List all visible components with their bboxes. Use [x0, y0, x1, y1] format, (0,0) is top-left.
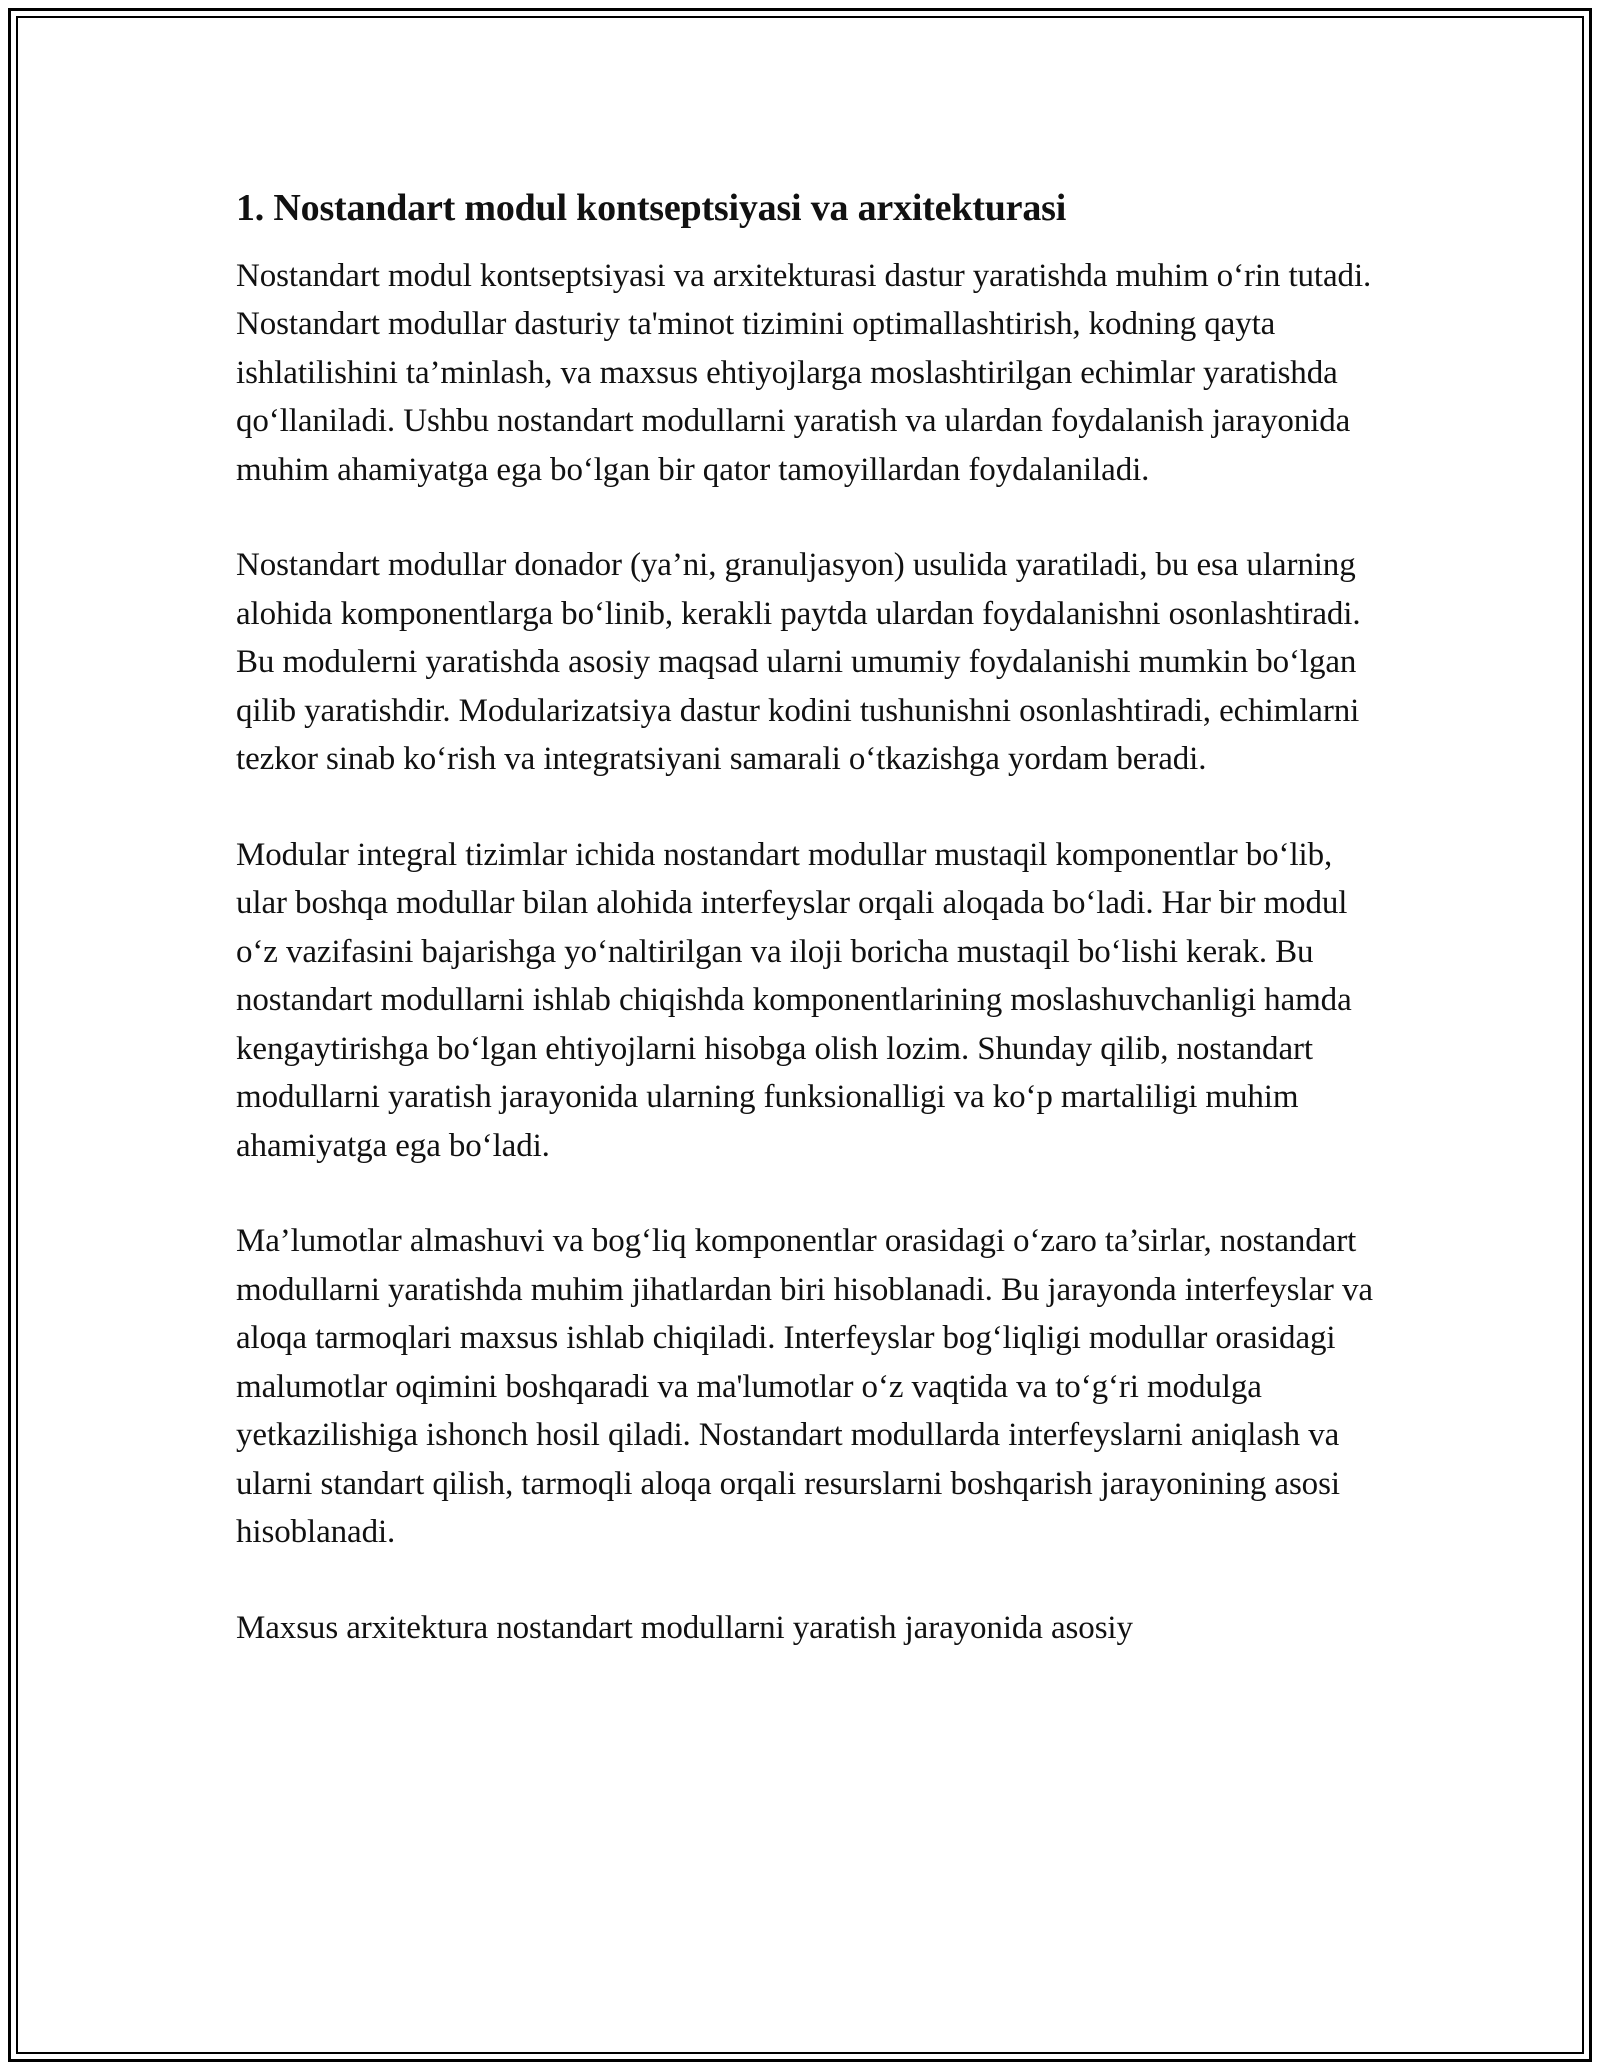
- paragraph-3: Modular integral tizimlar ichida nostandart modullar mustaqil komponentlar bo‘lib, ular boshqa modullar bilan alohida interfeyslar orqali aloqada bo‘ladi. Har bir modul o‘z vazifasini bajarishga yo‘naltirilgan va iloji boricha mustaqil bo‘lishi kerak. Bu nostandart modullarni ishlab chiqishda komponentlarining moslashuvchanligi hamda kengaytirishga bo‘lgan ehtiyojlarni hisobga olish lozim. Shunday qilib, nostandart modullarni yaratish jarayonida ularning funksionalligi va ko‘p martaliligi muhim ahamiyatga ega bo‘ladi.: [236, 836, 1352, 1164]
- paragraph-1: Nostandart modul kontseptsiyasi va arxitekturasi dastur yaratishda muhim o‘rin tutadi. Nostandart modullar dasturiy ta'minot tizimini optimallashtirish, kodning qayta ishlatilishini ta’minlash, va maxsus ehtiyojlarga moslashtirilgan echimlar yaratishda qo‘llaniladi. Ushbu nostandart modullarni yaratish va ulardan foydalanish jarayonida muhim ahamiyatga ega bo‘lgan bir qator tamoyillardan foydalaniladi.: [236, 257, 1372, 488]
- paragraph-4: Ma’lumotlar almashuvi va bog‘liq komponentlar orasidagi o‘zaro ta’sirlar, nostandart modullarni yaratishda muhim jihatlardan biri hisoblanadi. Bu jarayonda interfeyslar va aloqa tarmoqlari maxsus ishlab chiqiladi. Interfeyslar bog‘liqligi modullar orasidagi malumotlar oqimini boshqaradi va ma'lumotlar o‘z vaqtida va to‘g‘ri modulga yetkazilishiga ishonch hosil qiladi. Nostandart modullarda interfeyslarni aniqlash va ularni standart qilish, tarmoqli aloqa orqali resurslarni boshqarish jarayonining asosi hisoblanadi.: [236, 1223, 1373, 1551]
- paragraph-2: Nostandart modullar donador (ya’ni, granuljasyon) usulida yaratiladi, bu esa ularning alohida komponentlarga bo‘linib, kerakli paytda ulardan foydalanishni osonlashtiradi. Bu modulerni yaratishda asosiy maqsad ularni umumiy foydalanishi mumkin bo‘lgan qilib yaratishdir. Modularizatsiya dastur kodini tushunishni osonlashtiradi, echimlarni tezkor sinab ko‘rish va integratsiyani samarali o‘tkazishga yordam beradi.: [236, 547, 1361, 778]
- document-body: [236, 186, 1386, 1699]
- paragraph-5: Maxsus arxitektura nostandart modullarni yaratish jarayonida asosiy: [236, 1609, 1133, 1646]
- section-heading: 1. Nostandart modul kontseptsiyasi va arxitekturasi: [236, 187, 1067, 229]
